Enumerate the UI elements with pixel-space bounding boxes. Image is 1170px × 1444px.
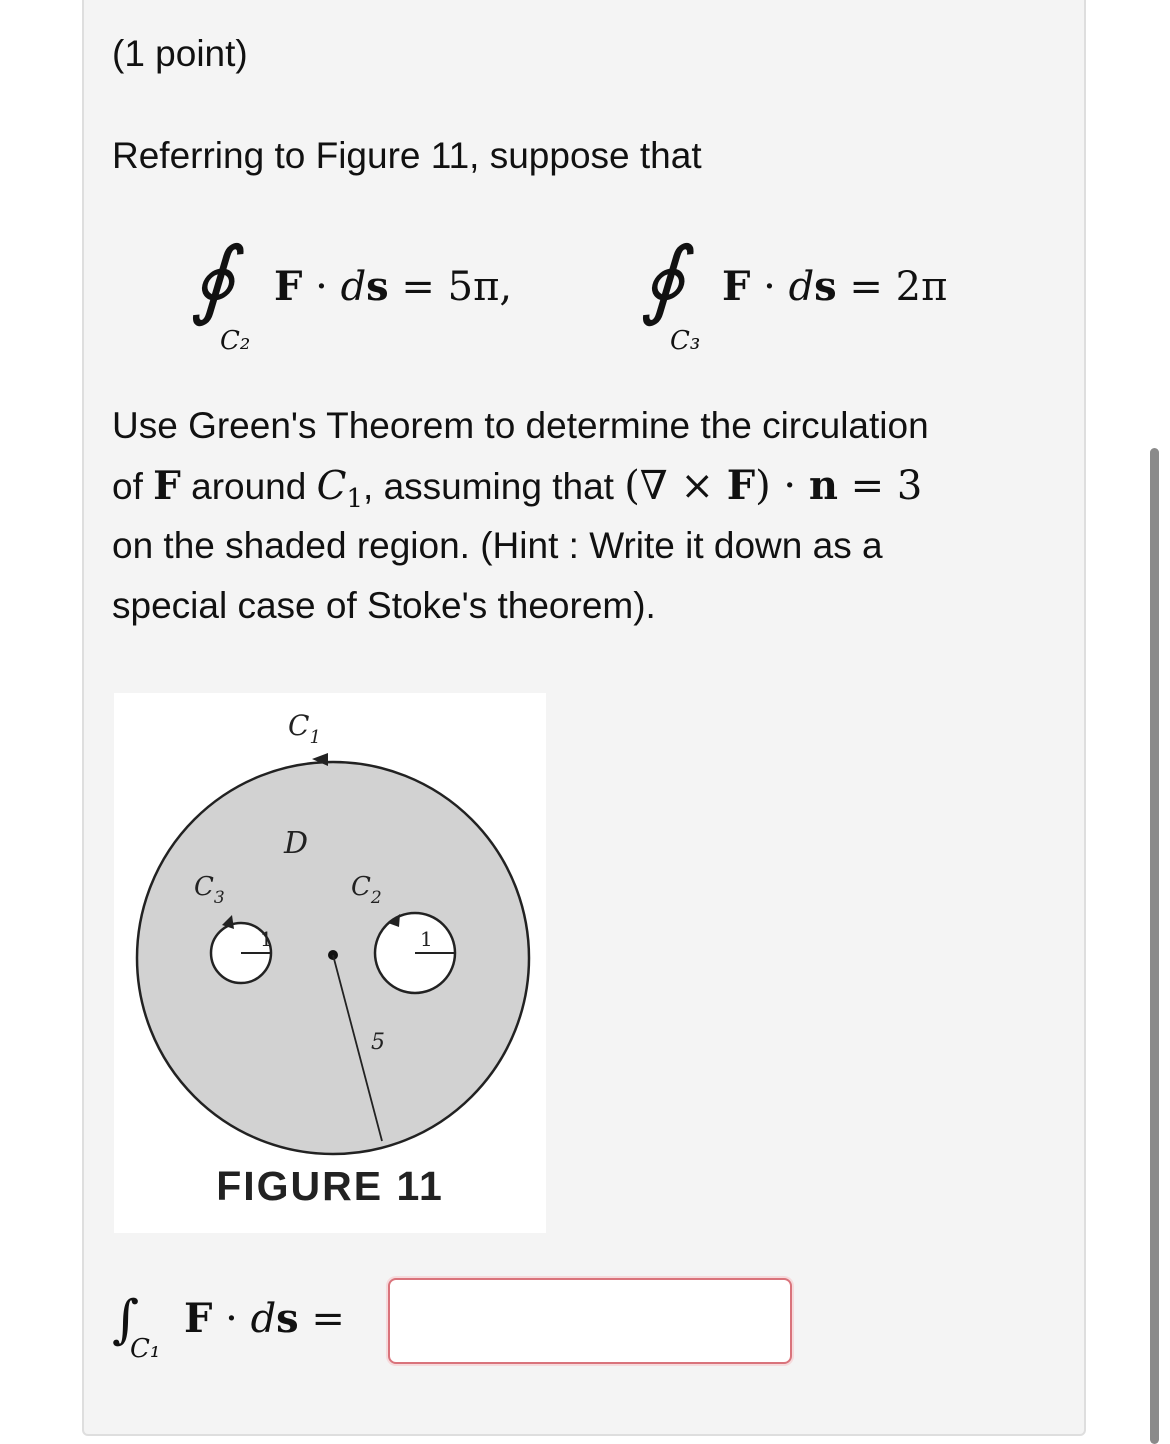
figure-diagram <box>114 693 546 1163</box>
integral-symbol: ∫ <box>112 1290 140 1350</box>
body-line-2: of F around $C_1$, assuming that (∇ × F) · n = 3 <box>112 462 923 514</box>
contour-integral-symbol: ∮ <box>640 229 685 329</box>
integrand: F · ds = 2π <box>722 263 948 310</box>
label-c1: $C_1$ <box>288 709 321 748</box>
body-line-1: Use Green's Theorem to determine the circulation <box>112 405 929 446</box>
label-radius-big: 5 <box>371 1030 385 1055</box>
integral-subscript: C₃ <box>670 326 701 356</box>
points-label: (1 point) <box>112 33 248 74</box>
figure-caption: FIGURE 11 <box>216 1163 444 1209</box>
label-radius-right: 1 <box>420 927 433 951</box>
integral-subscript: C₂ <box>220 326 251 356</box>
scrollbar[interactable] <box>1150 448 1159 1444</box>
label-c3: $C_3$ <box>194 872 225 908</box>
label-radius-left: 1 <box>260 927 273 951</box>
integral-subscript: C₁ <box>130 1334 161 1364</box>
contour-integral-symbol: ∮ <box>190 229 235 329</box>
label-c2: $C_2$ <box>351 872 382 908</box>
body-line-3: on the shaded region. (Hint : Write it down as a <box>112 525 883 566</box>
integrand: F · ds = 5π, <box>274 263 513 310</box>
intro-text: Referring to Figure 11, suppose that <box>112 135 702 176</box>
label-d: D <box>284 826 309 861</box>
body-line-4: special case of Stoke's theorem). <box>112 585 656 626</box>
integrand: F · ds = <box>184 1295 345 1342</box>
figure-11 <box>114 693 546 1233</box>
answer-input[interactable] <box>388 1278 792 1364</box>
